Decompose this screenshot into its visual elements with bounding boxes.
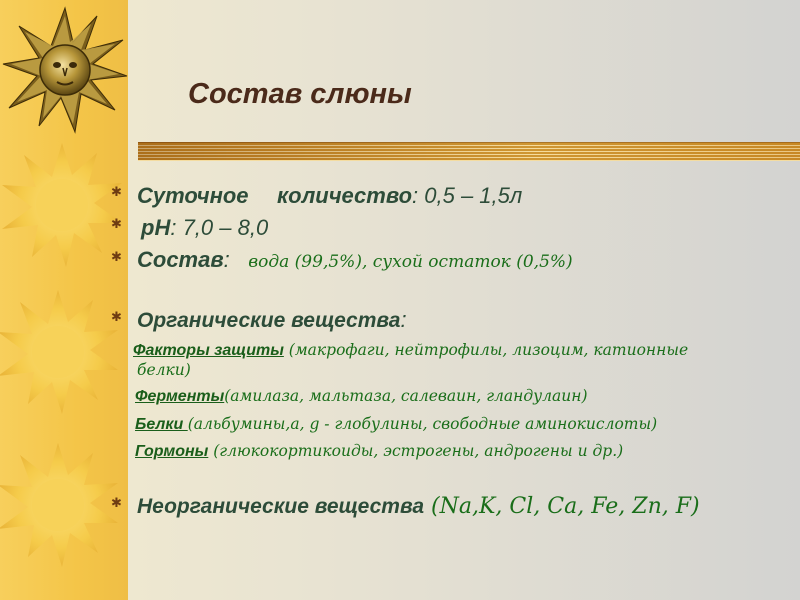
organic-item-hormones [135, 442, 623, 461]
sun-decoration-icon [2, 143, 122, 267]
organic-item-value: (амилаза, мальтаза, салеваин, гландулаин) [224, 387, 588, 405]
composition-value: вода (99,5%), сухой остаток (0,5%) [248, 252, 573, 272]
organic-item-value-line2: белки) [137, 361, 191, 379]
inorganic-line [137, 494, 700, 519]
organic-item-value: (глюкокортикоиды, эстрогены, андрогены и др.) [208, 442, 624, 460]
organic-item-label: Факторы защиты [133, 342, 284, 359]
title-divider-shade [138, 142, 800, 160]
ph-label: рН [141, 215, 171, 240]
inorganic-label: Неорганические вещества [137, 495, 425, 518]
organic-item-label: Гормоны [135, 443, 209, 460]
ph-value: 7,0 – 8,0 [176, 215, 269, 240]
composition-colon: : [223, 247, 230, 272]
organic-item-label: Ферменты [135, 388, 225, 405]
organic-item-value: (альбумины,а, g - глобулины, свободные аминокислоты) [187, 415, 658, 433]
bullet-icon: ✱ [111, 249, 122, 264]
composition-label: Состав [137, 247, 224, 272]
organic-item-enzymes [135, 387, 588, 406]
daily-amount-colon: : [412, 183, 419, 208]
daily-amount-label2: количество [276, 183, 413, 208]
organic-heading-line [137, 307, 407, 333]
bullet-icon: ✱ [111, 216, 122, 231]
daily-amount-label: Суточное [137, 183, 249, 208]
organic-heading: Органические вещества [137, 309, 401, 332]
daily-amount-line [137, 183, 522, 209]
ph-colon: : [170, 215, 177, 240]
organic-item-defense-cont [137, 361, 191, 380]
inorganic-value: (Na,K, Cl, Ca, Fe, Zn, F) [424, 494, 700, 519]
bullet-icon: ✱ [111, 184, 122, 199]
organic-colon: : [400, 307, 407, 332]
sun-decoration-icon [0, 443, 118, 567]
bullet-icon: ✱ [111, 495, 122, 510]
ph-line [141, 215, 268, 241]
daily-amount-value: 0,5 – 1,5л [418, 183, 523, 208]
organic-item-value: (макрофаги, нейтрофилы, лизоцим, катионные [283, 341, 689, 359]
bullet-icon: ✱ [111, 309, 122, 324]
organic-item-proteins [135, 415, 657, 434]
organic-item-label: Белки [135, 416, 188, 433]
organic-item-defense [133, 341, 688, 360]
slide-title: Состав слюны [188, 78, 412, 110]
composition-line [137, 247, 573, 273]
sun-decoration-icon [0, 290, 118, 414]
sun-emblem-icon [2, 4, 128, 134]
